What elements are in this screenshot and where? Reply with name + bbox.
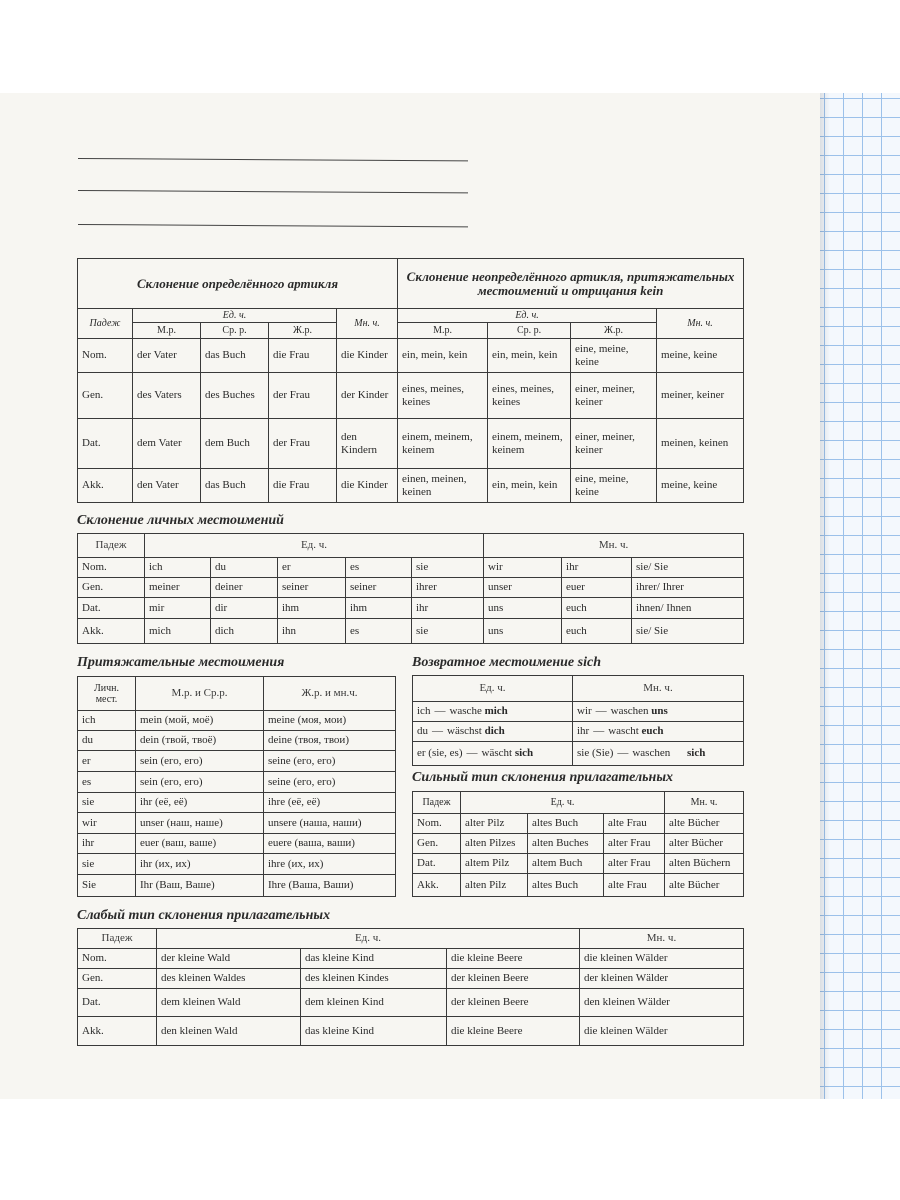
cell: des kleinen Kindes (301, 969, 447, 989)
case-label: Akk. (78, 619, 145, 644)
cell: altes Buch (528, 814, 604, 834)
reflexive-form: mich (484, 705, 508, 717)
cell: sie (412, 619, 484, 644)
cell: euch (562, 598, 632, 619)
table-row (78, 419, 744, 469)
cell: ihr (её, её) (136, 793, 264, 813)
cell: sie (78, 854, 136, 875)
reflexive-pronoun-title: Возвратное местоимение sich (412, 655, 601, 670)
pronoun: ich (417, 705, 431, 717)
table-row (413, 874, 744, 897)
case-label: Dat. (413, 854, 461, 874)
reflexive-pronoun-table (412, 675, 744, 766)
cell: alter Frau (604, 834, 665, 854)
singular-header: Ед. ч. (157, 929, 580, 949)
cell: Ihre (Ваша, Ваши) (264, 875, 396, 897)
singular-header: Ед. ч. (145, 534, 484, 558)
cell: einer, meiner, keiner (571, 373, 657, 419)
cell: es (346, 619, 412, 644)
dash: — (617, 747, 629, 759)
cell: ein, mein, kein (488, 339, 571, 373)
table-row (78, 969, 744, 989)
case-label: Nom. (78, 558, 145, 578)
pronoun: wir (577, 705, 592, 717)
cell: sie (412, 558, 484, 578)
table-row (78, 875, 396, 897)
cell: unsere (наша, наши) (264, 813, 396, 834)
masc-neut-header: М.р. и Ср.р. (136, 677, 264, 711)
cell: des kleinen Waldes (157, 969, 301, 989)
pronoun-header: Личн. мест. (78, 677, 136, 711)
case-label: Akk. (78, 1017, 157, 1046)
cell: das Buch (201, 469, 269, 503)
grid-paper-edge (820, 93, 900, 1099)
plural-header: Мн. ч. (657, 309, 744, 339)
dash: — (595, 705, 607, 717)
singular-header: Ед. ч. (413, 676, 573, 702)
cell: ihrer (412, 578, 484, 598)
cell: des Vaters (133, 373, 201, 419)
cell: seiner (346, 578, 412, 598)
cell: mein (мой, моё) (136, 711, 264, 731)
cell: Ihr (Ваш, Ваше) (136, 875, 264, 897)
cell: alte Bücher (665, 874, 744, 897)
gender-fem: Ж.р. (269, 323, 337, 339)
verb: wäscht (481, 747, 513, 759)
reflexive-form: sich (514, 747, 534, 759)
table-row (413, 854, 744, 874)
pronoun: ihr (577, 725, 590, 737)
cell: einem, meinem, keinem (398, 419, 488, 469)
cell: euer (562, 578, 632, 598)
case-label: Nom. (78, 949, 157, 969)
case-header: Падеж (413, 792, 461, 814)
cell (413, 722, 573, 742)
cell: das kleine Kind (301, 1017, 447, 1046)
cell: den Vater (133, 469, 201, 503)
possessive-pronouns-title: Притяжательные местоимения (77, 655, 285, 670)
cell: dich (211, 619, 278, 644)
dash: — (434, 705, 446, 717)
gender-masc: М.р. (133, 323, 201, 339)
case-label: Akk. (413, 874, 461, 897)
cell: uns (484, 619, 562, 644)
table-row (78, 469, 744, 503)
fem-plural-header: Ж.р. и мн.ч. (264, 677, 396, 711)
cell: alte Frau (604, 874, 665, 897)
cell: du (78, 731, 136, 751)
singular-header: Ед. ч. (133, 309, 337, 323)
cell: meine, keine (657, 469, 744, 503)
cell: unser (наш, наше) (136, 813, 264, 834)
cell: deine (твоя, твои) (264, 731, 396, 751)
table-row (413, 814, 744, 834)
personal-pronouns-title: Склонение личных местоимений (77, 513, 284, 528)
case-header: Падеж (78, 929, 157, 949)
cell: alte Bücher (665, 814, 744, 834)
table-row (78, 578, 744, 598)
cell: ich (145, 558, 211, 578)
cell: eines, meines, keines (488, 373, 571, 419)
table-row (78, 558, 744, 578)
cell: ihn (278, 619, 346, 644)
cell (573, 722, 744, 742)
cell: meinen, keinen (657, 419, 744, 469)
case-label: Gen. (78, 578, 145, 598)
cell: den Kindern (337, 419, 398, 469)
case-label: Nom. (413, 814, 461, 834)
strong-declension-title: Сильный тип склонения прилагательных (412, 770, 674, 785)
cell: euch (562, 619, 632, 644)
table-row (78, 711, 396, 731)
pronoun: sie (Sie) (577, 747, 614, 759)
cell: die kleine Beere (447, 1017, 580, 1046)
indefinite-article-title: Склонение неопределённого артикля, притяжательных местоимений и отрицания kein (398, 259, 744, 309)
case-label: Gen. (413, 834, 461, 854)
table-row (78, 834, 396, 854)
table-row (413, 722, 744, 742)
weak-declension-table (77, 928, 744, 1046)
gender-neut: Ср. р. (201, 323, 269, 339)
cell: der Frau (269, 419, 337, 469)
cell: dem kleinen Kind (301, 989, 447, 1017)
cell: ihm (278, 598, 346, 619)
cell: der Kinder (337, 373, 398, 419)
cell: ihre (их, их) (264, 854, 396, 875)
cell: Sie (78, 875, 136, 897)
cell: dem kleinen Wald (157, 989, 301, 1017)
cell: mich (145, 619, 211, 644)
cell: altem Pilz (461, 854, 528, 874)
cell: unser (484, 578, 562, 598)
singular-header: Ед. ч. (398, 309, 657, 323)
table-row (413, 742, 744, 766)
cell: ich (78, 711, 136, 731)
dash: — (432, 725, 443, 737)
cell: dir (211, 598, 278, 619)
pronoun: du (417, 725, 428, 737)
gender-fem: Ж.р. (571, 323, 657, 339)
cell: er (278, 558, 346, 578)
cell: es (78, 772, 136, 793)
cell: das kleine Kind (301, 949, 447, 969)
cell: du (211, 558, 278, 578)
table-row (78, 813, 396, 834)
cell: euer (ваш, ваше) (136, 834, 264, 854)
cell: sein (его, его) (136, 751, 264, 772)
case-label: Akk. (78, 469, 133, 503)
cell: ihr (562, 558, 632, 578)
gender-masc: М.р. (398, 323, 488, 339)
singular-header: Ед. ч. (461, 792, 665, 814)
cell: einer, meiner, keiner (571, 419, 657, 469)
cell: der kleinen Beere (447, 969, 580, 989)
gender-neut: Ср. р. (488, 323, 571, 339)
cell: ihr (78, 834, 136, 854)
cell: der kleine Wald (157, 949, 301, 969)
cell: eines, meines, keines (398, 373, 488, 419)
cell: altes Buch (528, 874, 604, 897)
cell: wir (78, 813, 136, 834)
cell: deiner (211, 578, 278, 598)
cell: die kleinen Wälder (580, 949, 744, 969)
reflexive-form: sich (686, 747, 706, 759)
weak-declension-title: Слабый тип склонения прилагательных (77, 908, 331, 923)
table-row (78, 1017, 744, 1046)
cell: der Frau (269, 373, 337, 419)
cell: ihnen/ Ihnen (632, 598, 744, 619)
table-row (78, 339, 744, 373)
cell: die Kinder (337, 339, 398, 373)
plural-header: Мн. ч. (580, 929, 744, 949)
cell: der kleinen Wälder (580, 969, 744, 989)
cell: dein (твой, твоё) (136, 731, 264, 751)
cell: sein (его, его) (136, 772, 264, 793)
pronoun: er (sie, es) (417, 747, 463, 759)
cell: ihr (412, 598, 484, 619)
cell: wir (484, 558, 562, 578)
cell: die Kinder (337, 469, 398, 503)
cell: seine (его, его) (264, 751, 396, 772)
plural-header: Мн. ч. (573, 676, 744, 702)
cell: altem Buch (528, 854, 604, 874)
cell: der kleinen Beere (447, 989, 580, 1017)
cell: alter Frau (604, 854, 665, 874)
table-row (78, 731, 396, 751)
table-row (78, 619, 744, 644)
cell: ein, mein, kein (488, 469, 571, 503)
case-header: Падеж (78, 309, 133, 339)
dash: — (593, 725, 605, 737)
case-label: Dat. (78, 598, 145, 619)
verb: wäschst (447, 725, 482, 737)
reflexive-form: euch (641, 725, 664, 737)
table-row (413, 834, 744, 854)
strong-declension-table (412, 791, 744, 897)
definite-article-title: Склонение определённого артикля (78, 259, 398, 309)
cell: alten Büchern (665, 854, 744, 874)
table-row (413, 702, 744, 722)
cell: er (78, 751, 136, 772)
cell (573, 702, 744, 722)
page-shadow (820, 93, 830, 1099)
cell: seiner (278, 578, 346, 598)
cell: alter Pilz (461, 814, 528, 834)
case-label: Gen. (78, 373, 133, 419)
cell: meiner, keiner (657, 373, 744, 419)
cell: den kleinen Wald (157, 1017, 301, 1046)
possessive-pronouns-table (77, 676, 396, 897)
plural-header: Мн. ч. (484, 534, 744, 558)
cell: seine (его, его) (264, 772, 396, 793)
cell: uns (484, 598, 562, 619)
personal-pronouns-table (77, 533, 744, 644)
cell (413, 742, 573, 766)
cell: meine, keine (657, 339, 744, 373)
cell: ihre (её, её) (264, 793, 396, 813)
cell: der Vater (133, 339, 201, 373)
table-row (78, 989, 744, 1017)
cell: alten Buches (528, 834, 604, 854)
cell: ihrer/ Ihrer (632, 578, 744, 598)
cell: die kleinen Wälder (580, 1017, 744, 1046)
cell: dem Buch (201, 419, 269, 469)
plural-header: Мн. ч. (337, 309, 398, 339)
cell: einem, meinem, keinem (488, 419, 571, 469)
cell: alten Pilz (461, 874, 528, 897)
cell: dem Vater (133, 419, 201, 469)
table-row (78, 598, 744, 619)
cell: alte Frau (604, 814, 665, 834)
cell: alter Bücher (665, 834, 744, 854)
table-row (78, 751, 396, 772)
plural-header: Мн. ч. (665, 792, 744, 814)
table-row (78, 793, 396, 813)
verb: waschen (610, 705, 649, 717)
cell: ein, mein, kein (398, 339, 488, 373)
table-row (78, 772, 396, 793)
table-row (78, 949, 744, 969)
cell: eine, meine, keine (571, 469, 657, 503)
cell: eine, meine, keine (571, 339, 657, 373)
case-label: Gen. (78, 969, 157, 989)
case-label: Dat. (78, 989, 157, 1017)
cell: meiner (145, 578, 211, 598)
dash: — (466, 747, 478, 759)
cell: meine (моя, мои) (264, 711, 396, 731)
cell: es (346, 558, 412, 578)
reflexive-form: dich (484, 725, 505, 737)
cell: das Buch (201, 339, 269, 373)
cell: mir (145, 598, 211, 619)
cell: sie/ Sie (632, 558, 744, 578)
case-label: Dat. (78, 419, 133, 469)
cell: sie/ Sie (632, 619, 744, 644)
cell: sie (78, 793, 136, 813)
reflexive-form: uns (651, 705, 668, 717)
cell: die Frau (269, 469, 337, 503)
case-header: Падеж (78, 534, 145, 558)
verb: wascht (608, 725, 639, 737)
cell: die kleine Beere (447, 949, 580, 969)
table-row (78, 373, 744, 419)
cell: des Buches (201, 373, 269, 419)
cell: euere (ваша, ваши) (264, 834, 396, 854)
cell: ihm (346, 598, 412, 619)
cell: die Frau (269, 339, 337, 373)
cell (413, 702, 573, 722)
verb: wasche (449, 705, 482, 717)
table-row (78, 854, 396, 875)
cell (573, 742, 744, 766)
article-declension-table (77, 258, 744, 503)
cell: einen, meinen, keinen (398, 469, 488, 503)
cell: ihr (их, их) (136, 854, 264, 875)
cell: den kleinen Wälder (580, 989, 744, 1017)
verb: waschen (632, 747, 671, 759)
case-label: Nom. (78, 339, 133, 373)
cell: alten Pilzes (461, 834, 528, 854)
